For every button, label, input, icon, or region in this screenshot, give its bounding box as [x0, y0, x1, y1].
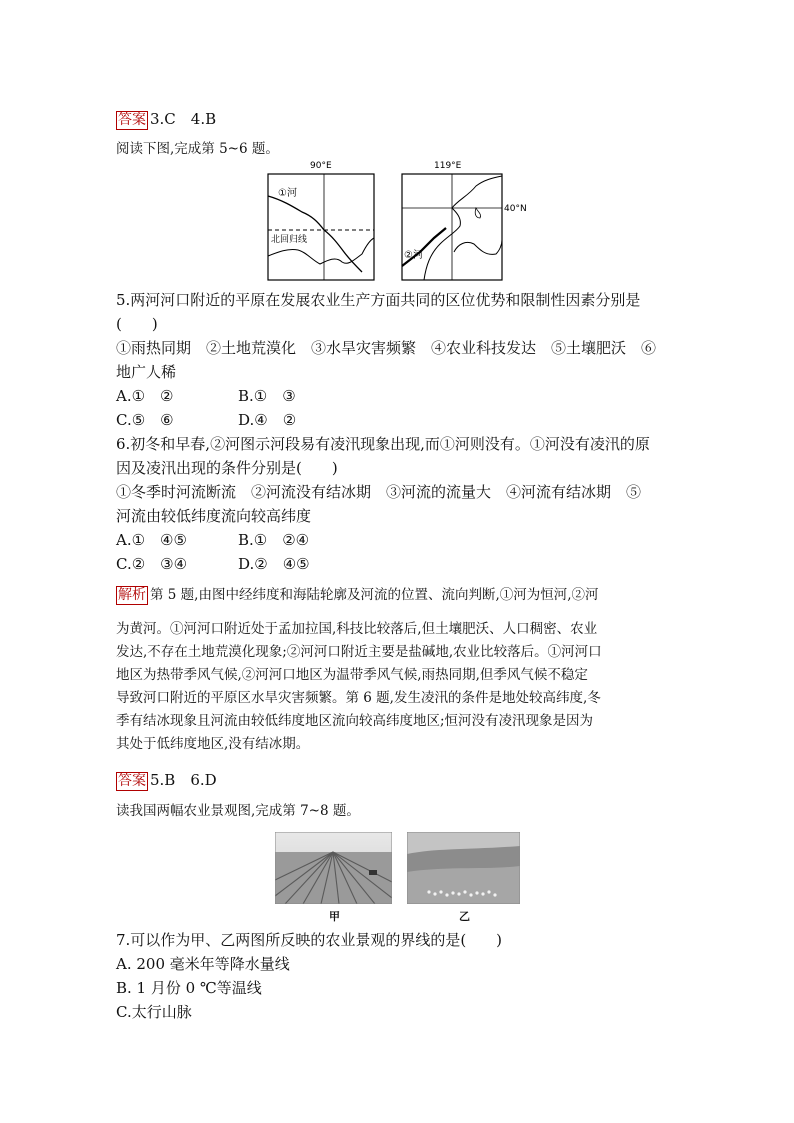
- photo-grassland: [407, 832, 520, 904]
- q7-stem: 7.可以作为甲、乙两图所反映的农业景观的界线的是( ): [116, 931, 503, 949]
- q5-stem-line1: 5.两河河口附近的平原在发展农业生产方面共同的区位优势和限制性因素分别是: [116, 291, 641, 309]
- map1-longitude-label: 90°E: [310, 161, 332, 171]
- answer-line-3-4: [116, 109, 216, 130]
- q6-stem-line2: 因及凌汛出现的条件分别是( ): [116, 459, 338, 477]
- map2-latitude-label: 40°N: [504, 204, 527, 214]
- q6-stem-line1: 6.初冬和早春,②河图示河段易有凌汛现象出现,而①河则没有。①河没有凌汛的原: [116, 435, 650, 453]
- q7-option-b[interactable]: B. 1 月份 0 ℃等温线: [116, 979, 262, 997]
- answer-line-5-6: [116, 770, 217, 791]
- photo-cropland: [275, 832, 392, 904]
- photo-grassland-label: 乙: [459, 910, 470, 923]
- analysis-line-7: 其处于低纬度地区,没有结冰期。: [116, 736, 310, 752]
- q5-items-line2: 地广人稀: [116, 363, 177, 381]
- q5-option-d[interactable]: D.④ ②: [238, 411, 297, 429]
- q5-option-c[interactable]: C.⑤ ⑥: [116, 411, 174, 429]
- map2-peninsula: [475, 208, 480, 218]
- map2-coastline-south: [454, 240, 502, 254]
- q7-option-c[interactable]: C.太行山脉: [116, 1003, 192, 1021]
- analysis-line-6: 季有结冰现象且河流由较低纬度地区流向较高纬度地区;恒河没有凌汛现象是因为: [116, 713, 594, 729]
- analysis-line-3: 发达,不存在土地荒漠化现象;②河河口附近主要是盐碱地,农业比较落后。①河河口: [116, 644, 602, 660]
- map1-river-label: ①河: [278, 188, 297, 199]
- q5-option-a[interactable]: A.① ②: [116, 387, 174, 405]
- analysis-line-5: 导致河口附近的平原区水旱灾害频繁。第 6 题,发生凌汛的条件是地处较高纬度,冬: [116, 690, 601, 706]
- answer-text: 5.B 6.D: [150, 771, 217, 789]
- q5-option-b[interactable]: B.① ③: [238, 387, 296, 405]
- q5-stem-line2: ( ): [116, 315, 158, 333]
- map2-longitude-label: 119°E: [434, 161, 462, 171]
- q7-option-a[interactable]: A. 200 毫米年等降水量线: [116, 955, 290, 973]
- q6-option-b[interactable]: B.① ②④: [238, 531, 310, 549]
- q6-option-a[interactable]: A.① ④⑤: [116, 531, 187, 549]
- map-yellow-river: [396, 156, 536, 282]
- map1-tropic-label: 北回归线: [271, 235, 308, 245]
- q5-items-line1: ①雨热同期 ②土地荒漠化 ③水旱灾害频繁 ④农业科技发达 ⑤土壤肥沃 ⑥: [116, 339, 657, 357]
- answer-tag: 答案: [118, 772, 146, 789]
- photo-cropland-label: 甲: [329, 910, 340, 923]
- intro-7-8: 读我国两幅农业景观图,完成第 7~8 题。: [116, 803, 360, 819]
- map-ganges: [262, 156, 382, 282]
- answer-text: 3.C 4.B: [150, 110, 217, 128]
- intro-5-6: 阅读下图,完成第 5~6 题。: [116, 141, 279, 157]
- q6-items-line2: 河流由较低纬度流向较高纬度: [116, 507, 312, 525]
- q6-option-c[interactable]: C.② ③④: [116, 555, 188, 573]
- analysis-line-4: 地区为热带季风气候,②河河口地区为温带季风气候,雨热同期,但季风气候不稳定: [116, 667, 588, 683]
- analysis-tag: 解析: [118, 587, 146, 603]
- q6-option-d[interactable]: D.② ④⑤: [238, 555, 310, 573]
- map2-river-label: ②河: [404, 250, 423, 261]
- answer-tag: 答案: [118, 111, 146, 128]
- analysis-line-1: 解析 第 5 题,由图中经纬度和海陆轮廓及河流的位置、流向判断,①河为恒河,②河: [118, 587, 599, 603]
- map2-coastline-north: [424, 176, 502, 280]
- analysis-line-2: 为黄河。①河河口附近处于孟加拉国,科技比较落后,但土壤肥沃、人口稠密、农业: [116, 621, 598, 637]
- q6-items-line1: ①冬季时河流断流 ②河流没有结冰期 ③河流的流量大 ④河流有结冰期 ⑤: [116, 483, 642, 501]
